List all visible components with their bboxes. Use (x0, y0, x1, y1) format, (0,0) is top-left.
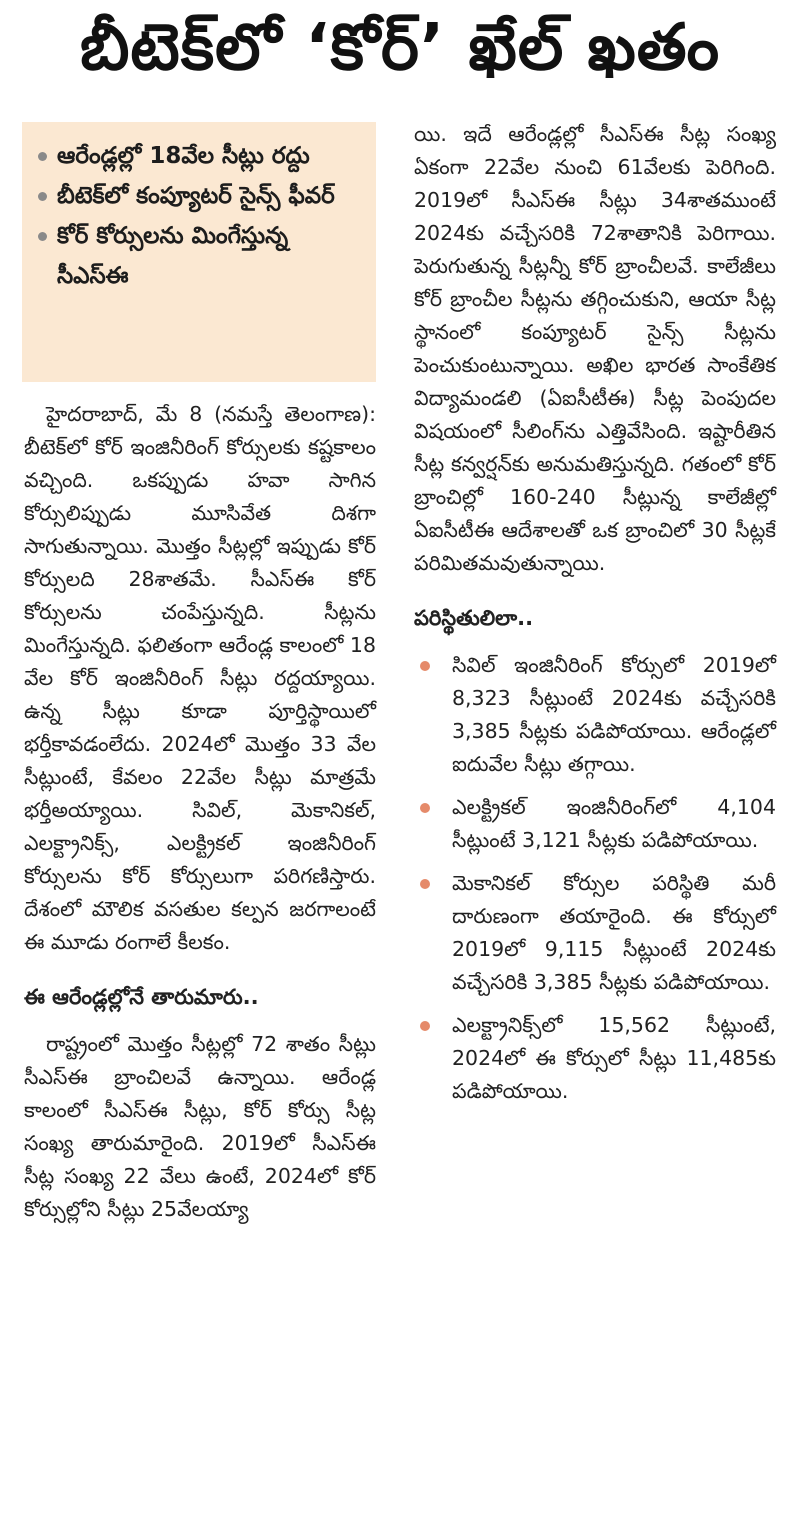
section-subheading: పరిస్థితులిలా.. (414, 606, 534, 630)
bullet-list (414, 649, 776, 1108)
left-column (24, 398, 376, 1226)
headline: బీటెక్‌లో ‘కోర్‌’ ఖేల్‌ ఖతం (79, 10, 721, 85)
highlight-text: కోర్‌ కోర్సులను మింగేస్తున్న సీఎస్‌ఈ (57, 223, 289, 289)
highlight-item (36, 216, 364, 296)
list-item-text: ఎలక్ట్రికల్‌ ఇంజినీరింగ్‌లో 4,104 సీట్లుంటే 3,121 సీట్లకు పడిపోయాయి. (452, 795, 776, 852)
list-item (414, 867, 776, 999)
right-column (414, 118, 776, 1118)
article-paragraph: హైదరాబాద్‌, మే 8 (నమస్తే తెలంగాణ): బీటెక్‌లో కోర్‌ ఇంజినీరింగ్‌ కోర్సులకు కష్టకాలం వచ్చింది. ఒకప్పుడు హవా సాగిన కోర్సులిప్పుడు మూసివేత దిశగా సాగుతున్నాయి. మొత్తం సీట్లల్లో ఇప్పుడు కోర్‌ కోర్సులది 28శాతమే. సీఎస్‌ఈ కోర్‌ కోర్సులను చంపేస్తున్నది. సీట్లను మింగేస్తున్నది. ఫలితంగా ఆరేండ్ల కాలంలో 18 వేల కోర్‌ ఇంజినీరింగ్‌ సీట్లు రద్దయ్యాయి. ఉన్న సీట్లు కూడా పూర్తిస్థాయిలో భర్తీకావడంలేదు. 2024లో మొత్తం 33 వేల సీట్లుంటే, కేవలం 22వేల సీట్లు మాత్రమే భర్తీఅయ్యాయి. సివిల్‌, మెకానికల్‌, ఎలక్ట్రానిక్స్‌, ఎలక్ట్రికల్‌ ఇంజినీరింగ్‌ కోర్సులను కోర్‌ కోర్సులుగా పరిగణిస్తారు. దేశంలో మౌలిక వసతుల కల్పన జరగాలంటే ఈ మూడు రంగాలే కీలకం. (24, 402, 376, 954)
bullet-icon (38, 232, 47, 241)
highlight-text: బీటెక్‌లో కంప్యూటర్‌ సైన్స్‌ ఫీవర్‌ (57, 183, 335, 209)
highlights-box (22, 122, 376, 382)
list-item-text: ఎలక్ట్రానిక్స్‌లో 15,562 సీట్లుంటే, 2024లో ఈ కోర్సులో సీట్లు 11,485కు పడిపోయాయి. (452, 1013, 776, 1103)
highlight-text: ఆరేండ్లల్లో 18వేల సీట్లు రద్దు (57, 143, 310, 169)
list-item-text: సివిల్‌ ఇంజినీరింగ్‌ కోర్సులో 2019లో 8,323 సీట్లుంటే 2024కు వచ్చేసరికి 3,385 సీట్లకు పడిపోయాయి. ఆరేండ్లలో ఐదువేల సీట్లు తగ్గాయి. (452, 653, 776, 776)
section-subheading: ఈ ఆరేండ్లల్లోనే తారుమారు.. (24, 985, 259, 1009)
bullet-icon (420, 879, 430, 889)
list-item (414, 649, 776, 781)
highlight-item (36, 136, 364, 176)
list-item (414, 791, 776, 857)
bullet-icon (38, 152, 47, 161)
list-item-text: మెకానికల్‌ కోర్సుల పరిస్థితి మరీ దారుణంగా తయారైంది. ఈ కోర్సులో 2019లో 9,115 సీట్లుంటే 2024కు వచ్చేసరికి 3,385 సీట్లకు పడిపోయాయి. (452, 871, 776, 994)
bullet-icon (420, 803, 430, 813)
bullet-icon (38, 192, 47, 201)
bullet-icon (420, 1021, 430, 1031)
article-paragraph: యి. ఇదే ఆరేండ్లల్లో సీఎస్‌ఈ సీట్ల సంఖ్య ఏకంగా 22వేల నుంచి 61వేలకు పెరిగింది. 2019లో సీఎస్‌ఈ సీట్లు 34శాతముంటే 2024కు వచ్చేసరికి 72శాతానికి పెరిగాయి. పెరుగుతున్న సీట్లన్నీ కోర్‌ బ్రాంచీలవే. కాలేజీలు కోర్‌ బ్రాంచీల సీట్లను తగ్గించుకుని, ఆయా సీట్ల స్థానంలో కంప్యూటర్‌ సైన్స్‌ సీట్లను పెంచుకుంటున్నాయి. అఖిల భారత సాంకేతిక విద్యామండలి (ఏఐసీటీఈ) సీట్ల పెంపుదల విషయంలో సీలింగ్‌ను ఎత్తివేసింది. ఇష్టారీతిన సీట్ల కన్వర్షన్‌కు అనుమతిస్తున్నది. గతంలో కోర్‌ బ్రాంచిల్లో 160-240 సీట్లున్న కాలేజీల్లో ఏఐసీటీఈ ఆదేశాలతో ఒక బ్రాంచిలో 30 సీట్లకే పరిమితమవుతున్నాయి. (414, 122, 776, 575)
bullet-icon (420, 661, 430, 671)
highlight-item (36, 176, 364, 216)
list-item (414, 1009, 776, 1108)
article-paragraph: రాష్ట్రంలో మొత్తం సీట్లల్లో 72 శాతం సీట్లు సీఎస్‌ఈ బ్రాంచిలవే ఉన్నాయి. ఆరేండ్ల కాలంలో సీఎస్‌ఈ సీట్లు, కోర్‌ కోర్సు సీట్ల సంఖ్య తారుమారైంది. 2019లో సీఎస్‌ఈ సీట్ల సంఖ్య 22 వేలు ఉంటే, 2024లో కోర్‌ కోర్సుల్లోని సీట్లు 25వేలయ్యా (24, 1032, 376, 1221)
